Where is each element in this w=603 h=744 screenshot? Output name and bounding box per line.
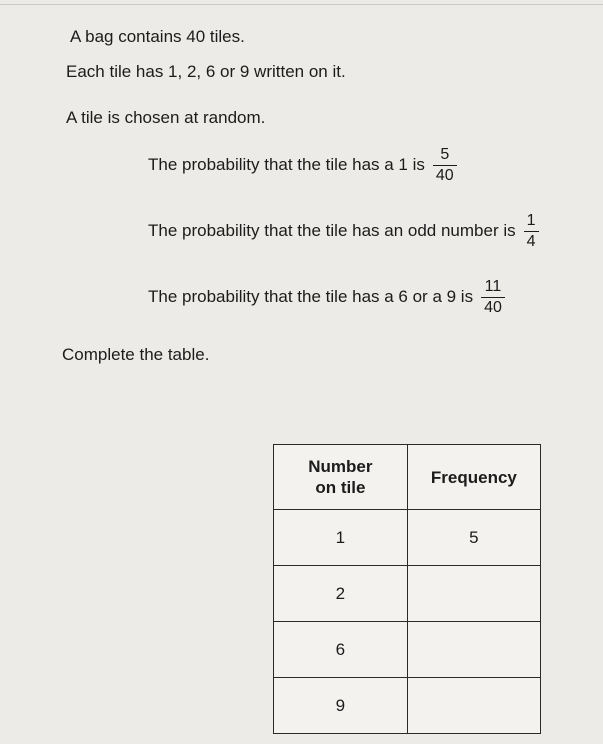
number-cell: 2 (274, 566, 408, 622)
frequency-input-cell[interactable] (407, 678, 540, 734)
number-cell: 6 (274, 622, 408, 678)
question-intro: A bag contains 40 tiles. (70, 27, 245, 46)
frequency-input-cell[interactable] (407, 566, 540, 622)
instruction: Complete the table. (62, 345, 210, 364)
fraction-denominator: 4 (526, 233, 536, 250)
frequency-cell: 5 (407, 510, 540, 566)
probability-fact-1-text: The probability that the tile has a 1 is (148, 154, 425, 174)
fraction-denominator: 40 (484, 299, 502, 316)
probability-fact-2 (148, 212, 539, 251)
header-number-on-tile (274, 445, 408, 510)
table-row (274, 510, 541, 566)
probability-fact-3 (148, 278, 505, 317)
fraction-numerator: 5 (433, 146, 457, 166)
table-header-row (274, 445, 541, 510)
fraction-denominator: 40 (435, 167, 454, 184)
question-random: A tile is chosen at random. (66, 108, 266, 127)
probability-fact-3-text: The probability that the tile has a 6 or a 9 is (148, 286, 474, 306)
top-divider (0, 4, 603, 5)
table-row (274, 566, 541, 622)
question-tiles: Each tile has 1, 2, 6 or 9 written on it. (66, 62, 346, 81)
number-cell: 9 (274, 678, 408, 734)
probability-fact-1 (148, 146, 457, 185)
frequency-input-cell[interactable] (407, 622, 540, 678)
fraction-numerator: 11 (481, 278, 505, 298)
probability-fact-2-text: The probability that the tile has an odd number is (148, 220, 516, 240)
fraction-numerator: 1 (524, 212, 539, 232)
fraction-5-40 (433, 146, 457, 185)
table-row (274, 622, 541, 678)
number-cell: 1 (274, 510, 408, 566)
header-number-line2: on tile (315, 478, 366, 497)
header-frequency: Frequency (407, 445, 540, 510)
frequency-table (273, 444, 541, 734)
fraction-11-40 (481, 278, 505, 317)
header-number-line1: Number (308, 457, 373, 476)
table-row (274, 678, 541, 734)
fraction-1-4 (524, 212, 539, 251)
